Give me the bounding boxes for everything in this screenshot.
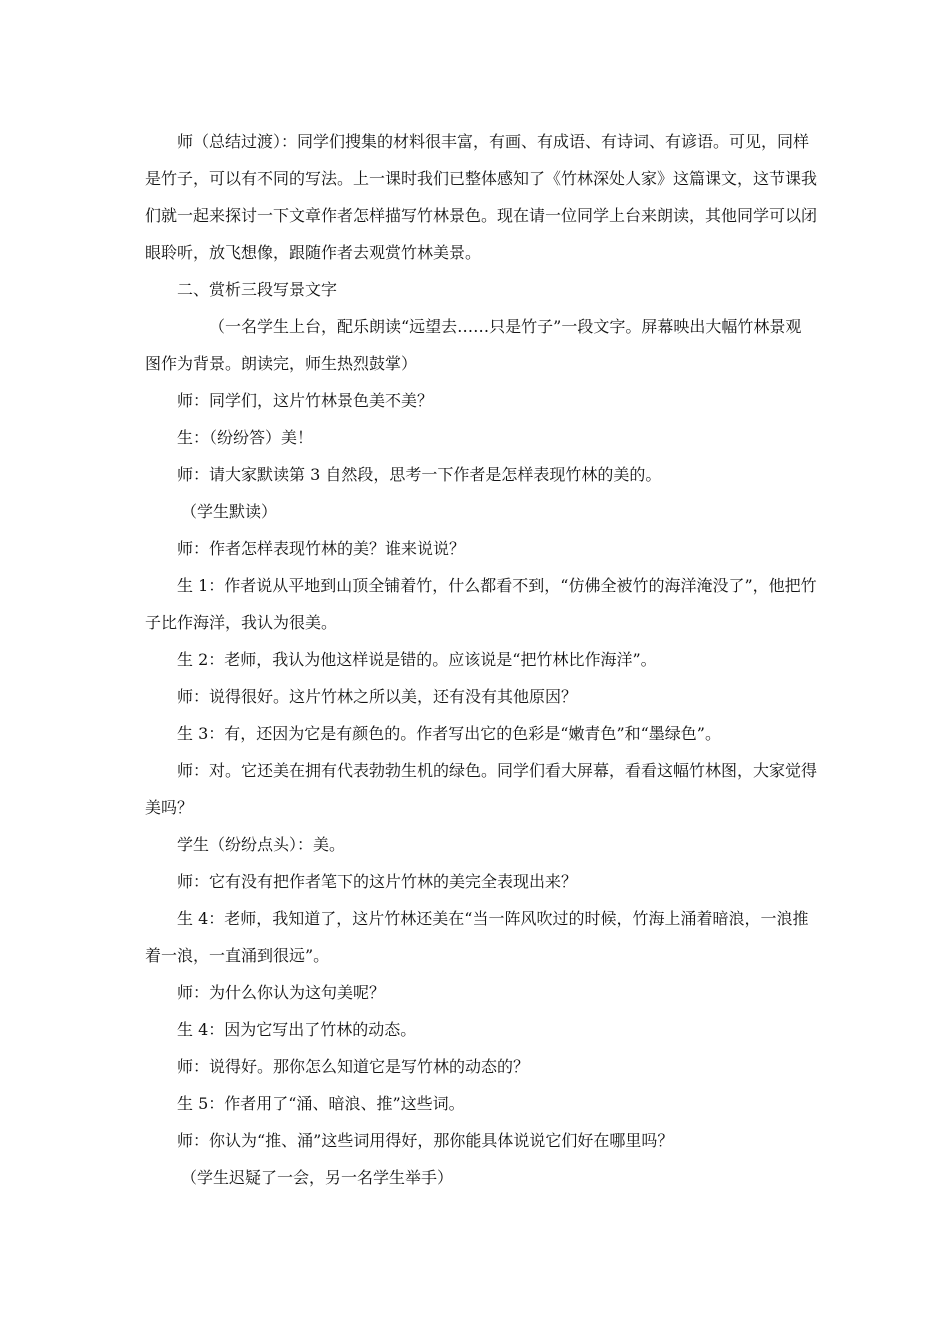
dialogue-line: 师：为什么你认为这句美呢？ xyxy=(177,983,386,1002)
dialogue-line: 师：请大家默读第 3 自然段，思考一下作者是怎样表现竹林的美的。 xyxy=(177,465,662,484)
dialogue-line: 师：它有没有把作者笔下的这片竹林的美完全表现出来？ xyxy=(177,872,578,891)
dialogue-line: 师：对。它还美在拥有代表勃勃生机的绿色。同学们看大屏幕，看看这幅竹林图，大家觉得美吗？ xyxy=(145,761,818,817)
dialogue-line: 生 1：作者说从平地到山顶全铺着竹，什么都看不到，“仿佛全被竹的海洋淹没了”，他把竹子比作海洋，我认为很美。 xyxy=(145,576,817,632)
dialogue-line: 师：你认为“推、涌”这些词用得好，那你能具体说说它们好在哪里吗？ xyxy=(177,1131,674,1150)
dialogue-line: 生 4：因为它写出了竹林的动态。 xyxy=(177,1020,417,1039)
dialogue-line: 师：说得好。那你怎么知道它是写竹林的动态的？ xyxy=(177,1057,530,1076)
dialogue-line: 生 2：老师，我认为他这样说是错的。应该说是“把竹林比作海洋”。 xyxy=(177,650,657,669)
dialogue-line: 师：作者怎样表现竹林的美？谁来说说？ xyxy=(177,539,466,558)
document-body xyxy=(145,123,817,1196)
dialogue-line: 师：同学们，这片竹林景色美不美？ xyxy=(177,391,434,410)
dialogue-line: 师：说得很好。这片竹林之所以美，还有没有其他原因？ xyxy=(177,687,578,706)
dialogue-line: 学生（纷纷点头）：美。 xyxy=(177,835,346,854)
section-heading: 二、赏析三段写景文字 xyxy=(177,280,338,299)
dialogue-line: 生 3：有，还因为它是有颜色的。作者写出它的色彩是“嫩青色”和“墨绿色”。 xyxy=(177,724,721,743)
paragraph-stage-direction: （一名学生上台，配乐朗读“远望去……只是竹子”一段文字。屏幕映出大幅竹林景观图作为背景。朗读完，师生热烈鼓掌） xyxy=(145,317,802,373)
paragraph-teacher-transition: 师（总结过渡）：同学们搜集的材料很丰富，有画、有成语、有诗词、有谚语。可见，同样是竹子，可以有不同的写法。上一课时我们已整体感知了《竹林深处人家》这篇课文，这节课我们就一起来探讨一下文章作者怎样描写竹林景色。现在请一位同学上台来朗读，其他同学可以闭眼聆听，放飞想像，跟随作者去观赏竹林美景。 xyxy=(145,132,818,262)
stage-direction-line: （学生迟疑了一会，另一名学生举手） xyxy=(181,1168,454,1187)
dialogue-line: 生 4：老师，我知道了，这片竹林还美在“当一阵风吹过的时候，竹海上涌着暗浪，一浪推着一浪，一直涌到很远”。 xyxy=(145,909,809,965)
dialogue-line: 生：（纷纷答）美！ xyxy=(177,428,314,447)
stage-direction-line: （学生默读） xyxy=(181,502,278,521)
dialogue-line: 生 5：作者用了“涌、暗浪、推”这些词。 xyxy=(177,1094,465,1113)
